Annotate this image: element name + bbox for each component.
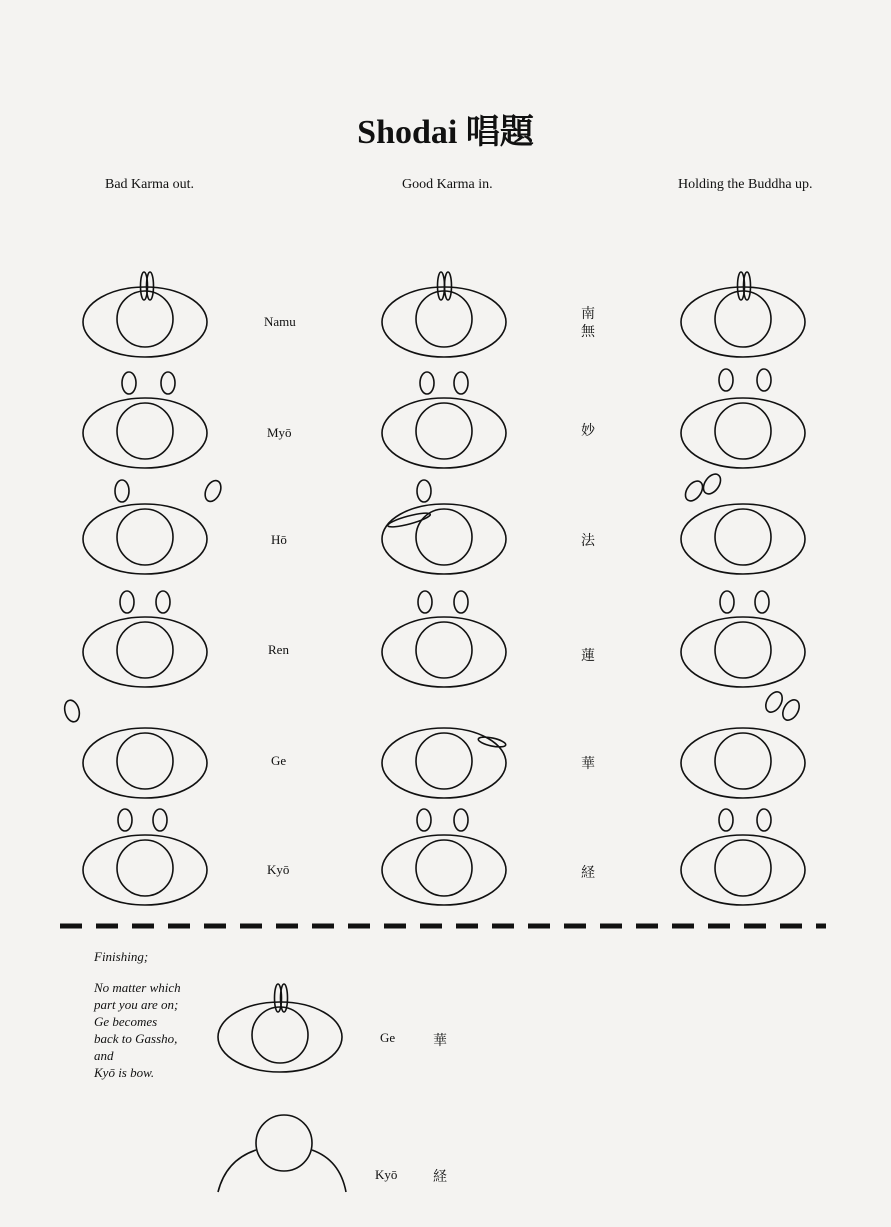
kanji-ge: 華 [581,756,595,772]
figure-kyo-left [83,835,207,905]
finishing-line: Ge becomes [94,1014,158,1029]
finishing-line: and [94,1048,114,1063]
figure-finishing-kyo-bow [218,1115,346,1192]
kanji-myo: 妙 [581,423,595,439]
finishing-line: No matter which [94,980,181,995]
kanji-kyo: 経 [581,865,595,881]
column-heading-holding-buddha: Holding the Buddha up. [678,177,813,192]
finishing-line: part you are on; [94,997,179,1012]
figure-myo-middle [382,398,506,468]
column-heading-good-karma: Good Karma in. [402,177,493,192]
finishing-heading: Finishing; [94,949,149,964]
figure-ho-right [681,504,805,574]
finishing-line: Kyō is bow. [94,1065,155,1080]
figure-ren-right [681,617,805,687]
row-label-myo: Myō [267,425,292,440]
figure-ge-left [83,728,207,798]
kanji-namu-2: 無 [581,324,595,340]
row-label-kyo: Kyō [267,862,290,877]
figure-ho-left [83,504,207,574]
figure-kyo-right [681,835,805,905]
figure-namu-left [83,272,207,357]
figure-ho-middle [382,504,506,574]
row-label-ren: Ren [268,642,289,657]
kanji-ren: 蓮 [581,648,595,664]
finishing-label-kyo: Kyō [375,1167,398,1182]
kanji-namu-1: 南 [581,306,595,322]
finishing-note [94,948,224,1081]
figure-myo-right [681,398,805,468]
figure-myo-left [83,398,207,468]
figure-ren-middle [382,617,506,687]
figure-ge-right [681,728,805,798]
finishing-label-ge: Ge [380,1030,396,1045]
figure-ge-middle [382,728,506,798]
figure-finishing-ge [218,984,342,1072]
column-heading-bad-karma: Bad Karma out. [105,177,195,192]
figure-namu-right [681,272,805,357]
figure-ren-left [83,617,207,687]
row-label-ge: Ge [271,753,287,768]
row-label-ho: Hō [271,532,287,547]
kanji-ho: 法 [581,533,595,549]
row-label-namu: Namu [264,314,296,329]
finishing-kanji-ge: 華 [433,1033,447,1049]
figure-namu-middle [382,272,506,357]
figure-kyo-middle [382,835,506,905]
finishing-kanji-kyo: 経 [433,1169,447,1185]
page-title: Shodai 唱題 [357,114,534,151]
finishing-line: back to Gassho, [94,1031,178,1046]
